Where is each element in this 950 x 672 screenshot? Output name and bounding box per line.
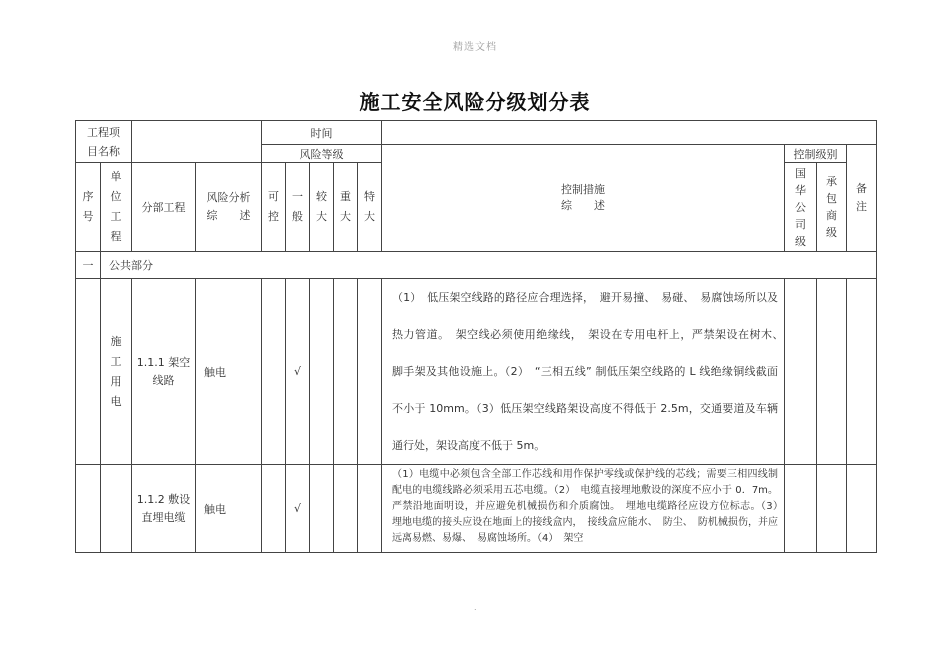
row-general-check: √ xyxy=(286,279,310,465)
watermark: 精选文档 xyxy=(453,42,497,53)
row-controllable xyxy=(262,465,286,553)
page-title: 施工安全风险分级划分表 xyxy=(359,90,591,114)
row-unit xyxy=(101,465,132,553)
col-seq: 序 号 xyxy=(76,163,101,252)
col-larger: 较 大 xyxy=(310,163,334,252)
remarks-label: 备 注 xyxy=(847,145,877,252)
col-extra: 特 大 xyxy=(358,163,382,252)
project-name-cell[interactable] xyxy=(132,121,262,163)
row-larger xyxy=(310,279,334,465)
col-contractor: 承 包 商 级 xyxy=(817,163,847,252)
row-contractor xyxy=(817,465,847,553)
row-major xyxy=(334,465,358,553)
row-major xyxy=(334,279,358,465)
time-label: 时间 xyxy=(262,121,382,145)
col-company: 国 华 公 司 级 xyxy=(785,163,817,252)
row-measures: （1）电缆中必须包含全部工作芯线和用作保护零线或保护线的芯线；需要三相四线制配电的电缆线路必须采用五芯电缆。（2） 电缆直接埋地敷设的深度不应小于 0．7m。 严禁沿地面明设，并应避免机械损伤和介质腐蚀。 埋地电缆路径应设方位标志。（3） 埋地电缆的接头应设在地面上的接线盒内， 接线盒应能水、 防尘、 防机械损伤，并应远离易燃、易爆、 易腐蚀场所。（4） 架空 xyxy=(382,465,785,553)
control-level-label: 控制级别 xyxy=(785,145,847,163)
row-extra xyxy=(358,465,382,553)
col-part: 分部工程 xyxy=(132,163,196,252)
control-measures-label: 控制措施 综 述 xyxy=(382,145,785,252)
row-extra xyxy=(358,279,382,465)
section-name: 公共部分 xyxy=(101,252,877,279)
row-company xyxy=(785,279,817,465)
col-controllable: 可 控 xyxy=(262,163,286,252)
header-row-1 xyxy=(76,121,877,145)
row-remarks xyxy=(847,465,877,553)
row-seq xyxy=(76,279,101,465)
col-unit: 单 位 工 程 xyxy=(101,163,132,252)
col-major: 重 大 xyxy=(334,163,358,252)
row-part: 1.1.2 敷设 直埋电缆 xyxy=(132,465,196,553)
col-general: 一 般 xyxy=(286,163,310,252)
row-part: 1.1.1 架空 线路 xyxy=(132,279,196,465)
row-company xyxy=(785,465,817,553)
section-number: 一 xyxy=(76,252,101,279)
table-row xyxy=(76,279,877,465)
row-larger xyxy=(310,465,334,553)
row-measures: （1） 低压架空线路的路径应合理选择， 避开易撞、 易碰、 易腐蚀场所以及热力管道。 架空线必须使用绝缘线， 架设在专用电杆上，严禁架设在树木、 脚手架及其他设施上。（2） “三相五线” 制低压架空线路的 L 线绝缘铜线截面不小于 10mm。（3）低压架空线路架设高度不得低于 2.5m，交通要道及车辆通行处，架设高度不低于 5m。 xyxy=(382,279,785,465)
col-risk-analysis: 风险分析 综 述 xyxy=(196,163,262,252)
project-name-label: 工程项 目名称 xyxy=(76,121,132,163)
footer-mark: . xyxy=(474,603,477,612)
risk-level-label: 风险等级 xyxy=(262,145,382,163)
row-general-check: √ xyxy=(286,465,310,553)
row-unit: 施 工 用 电 xyxy=(101,279,132,465)
row-risk: 触电 xyxy=(196,279,262,465)
row-seq xyxy=(76,465,101,553)
row-controllable xyxy=(262,279,286,465)
risk-classification-table xyxy=(75,120,877,553)
table-row xyxy=(76,465,877,553)
row-risk: 触电 xyxy=(196,465,262,553)
row-remarks xyxy=(847,279,877,465)
time-cell[interactable] xyxy=(382,121,877,145)
section-row xyxy=(76,252,877,279)
row-contractor xyxy=(817,279,847,465)
